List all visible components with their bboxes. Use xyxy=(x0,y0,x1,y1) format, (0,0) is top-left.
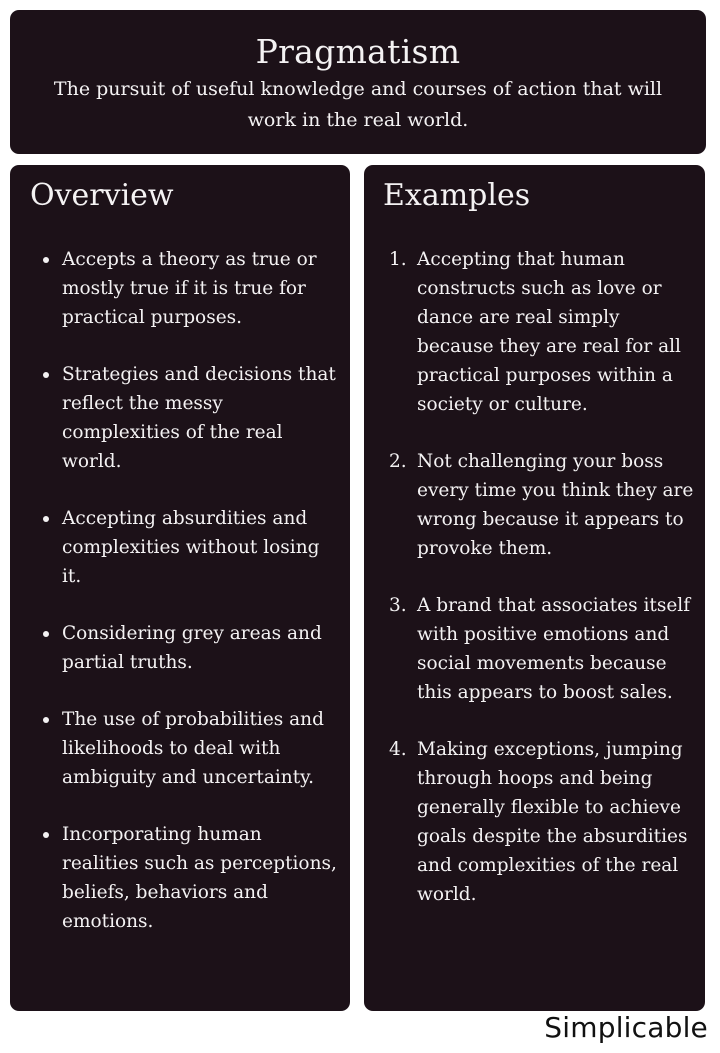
overview-item xyxy=(40,504,340,591)
example-item xyxy=(389,447,694,563)
example-item-text: Not challenging your boss every time you think they are wrong because it appears to provoke them. xyxy=(417,451,694,559)
example-number: 1. xyxy=(389,249,407,270)
bullet-icon xyxy=(43,832,49,838)
examples-list xyxy=(389,245,694,937)
bullet-icon xyxy=(43,631,49,637)
example-number: 2. xyxy=(389,451,407,472)
example-item xyxy=(389,591,694,707)
overview-item-text: Considering grey areas and partial truths. xyxy=(62,623,322,673)
example-number: 3. xyxy=(389,595,407,616)
overview-item xyxy=(40,619,340,677)
overview-item xyxy=(40,820,340,936)
bullet-icon xyxy=(43,717,49,723)
page-subtitle: The pursuit of useful knowledge and courses of action that will work in the real world. xyxy=(53,78,663,131)
overview-title: Overview xyxy=(30,178,174,213)
example-item-text: Making exceptions, jumping through hoops and being generally flexible to achieve goals despite the absurdities and complexities of the real world. xyxy=(417,739,688,905)
overview-item-text: Accepting absurdities and complexities without losing it. xyxy=(62,508,320,587)
bullet-icon xyxy=(43,257,49,263)
page-title: Pragmatism xyxy=(255,32,461,71)
overview-item xyxy=(40,705,340,792)
overview-item-text: The use of probabilities and likelihoods to deal with ambiguity and uncertainty. xyxy=(62,709,324,788)
header-panel xyxy=(10,10,706,154)
example-number: 4. xyxy=(389,739,407,760)
overview-item xyxy=(40,245,340,332)
brand-wordmark: Simplicable xyxy=(544,1011,708,1044)
bullet-icon xyxy=(43,516,49,522)
example-item-text: Accepting that human constructs such as love or dance are real simply because they are real for all practical purposes within a society or culture. xyxy=(417,249,681,415)
overview-item-text: Strategies and decisions that reflect the messy complexities of the real world. xyxy=(62,364,336,472)
example-item xyxy=(389,245,694,419)
example-item-text: A brand that associates itself with positive emotions and social movements because this appears to boost sales. xyxy=(417,595,691,703)
overview-item-text: Incorporating human realities such as perceptions, beliefs, behaviors and emotions. xyxy=(62,824,337,932)
examples-title: Examples xyxy=(383,178,531,213)
bullet-icon xyxy=(43,372,49,378)
overview-item-text: Accepts a theory as true or mostly true if it is true for practical purposes. xyxy=(62,249,317,328)
examples-panel xyxy=(364,165,705,1011)
example-item xyxy=(389,735,694,909)
overview-item xyxy=(40,360,340,476)
overview-list xyxy=(40,245,340,964)
overview-panel xyxy=(10,165,350,1011)
